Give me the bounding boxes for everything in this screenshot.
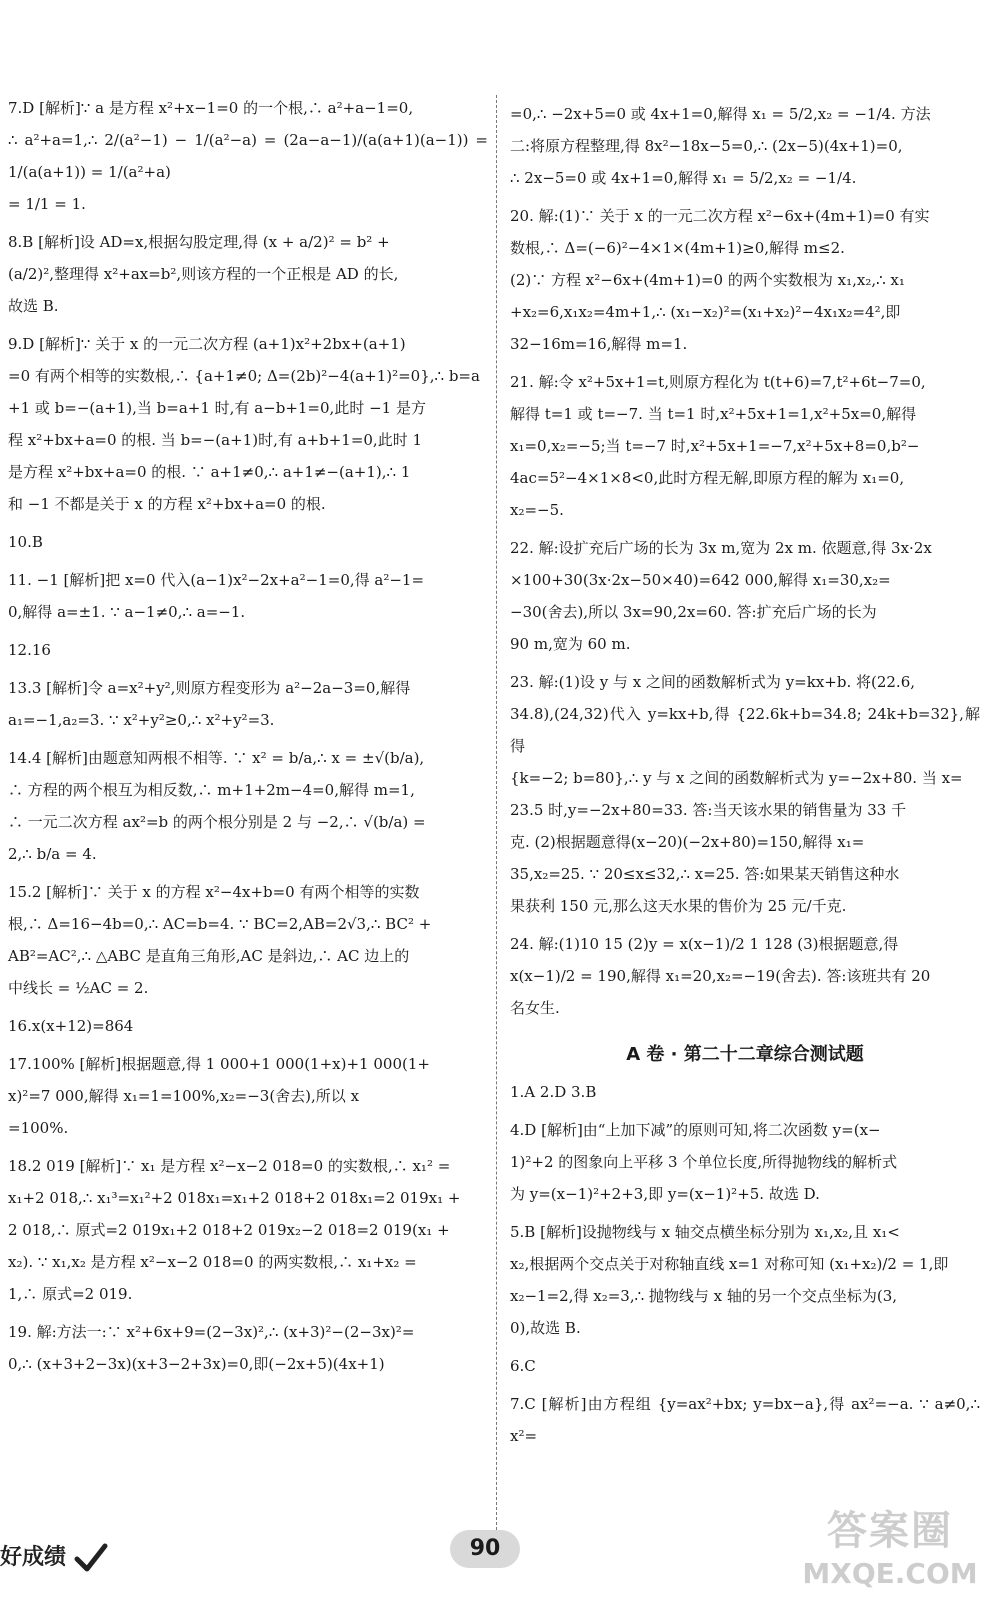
left-column <box>8 92 488 1386</box>
answer-item <box>8 672 488 736</box>
answer-item <box>8 876 488 1004</box>
answer-line: 13.3 [解析]令 a=x²+y²,则原方程变形为 a²−2a−3=0,解得 <box>8 679 411 697</box>
answer-line: x)²=7 000,解得 x₁=1=100%,x₂=−3(舍去),所以 x <box>8 1087 360 1105</box>
answer-line: 21. 解:令 x²+5x+1=t,则原方程化为 t(t+6)=7,t²+6t−7=0, <box>510 373 926 391</box>
answer-item <box>510 1216 980 1344</box>
answer-item <box>510 666 980 922</box>
answer-item <box>8 1048 488 1144</box>
answer-line: (a/2)²,整理得 x²+ax=b²,则该方程的一个正根是 AD 的长, <box>8 265 399 283</box>
page-number-text: 90 <box>469 1536 501 1561</box>
answer-line: 克. (2)根据题意得(x−20)(−2x+80)=150,解得 x₁= <box>510 833 865 851</box>
answer-line: =100%. <box>8 1119 69 1137</box>
answer-line: 为 y=(x−1)²+2+3,即 y=(x−1)²+5. 故选 D. <box>510 1185 820 1203</box>
answer-line: 14.4 [解析]由题意知两根不相等. ∵ x² = b/a,∴ x = ±√(b/a), <box>8 749 425 767</box>
answer-line: a₁=−1,a₂=3. ∵ x²+y²≥0,∴ x²+y²=3. <box>8 711 275 729</box>
answer-line: +1 或 b=−(a+1),当 b=a+1 时,有 a−b+1=0,此时 −1 是方 <box>8 399 426 417</box>
answer-line: 24. 解:(1)10 15 (2)y = x(x−1)/2 1 128 (3)根据题意,得 <box>510 935 899 953</box>
answer-line: 34.8),(24,32)代入 y=kx+b,得 {22.6k+b=34.8; 24k+b=32},解得 <box>510 705 980 755</box>
answer-line: x₂,根据两个交点关于对称轴直线 x=1 对称可知 (x₁+x₂)/2 = 1,即 <box>510 1255 949 1273</box>
answer-line: 7.D [解析]∵ a 是方程 x²+x−1=0 的一个根,∴ a²+a−1=0, <box>8 99 414 117</box>
answer-item <box>8 564 488 628</box>
answer-line: ∴ a²+a=1,∴ 2/(a²−1) − 1/(a²−a) = (2a−a−1)/(a(a+1)(a−1)) = 1/(a(a+1)) = 1/(a²+a) <box>8 131 488 181</box>
answer-item <box>8 1316 488 1380</box>
answer-item <box>510 532 980 660</box>
answer-line: 程 x²+bx+a=0 的根. 当 b=−(a+1)时,有 a+b+1=0,此时 1 <box>8 431 423 449</box>
answer-line: 数根,∴ Δ=(−6)²−4×1×(4m+1)≥0,解得 m≤2. <box>510 239 845 257</box>
answer-item <box>8 1150 488 1310</box>
answer-line: (2)∵ 方程 x²−6x+(4m+1)=0 的两个实数根为 x₁,x₂,∴ x₁ <box>510 271 905 289</box>
answer-item <box>510 1114 980 1210</box>
answer-line: 0),故选 B. <box>510 1319 581 1337</box>
answer-line: 名女生. <box>510 999 560 1017</box>
answer-line: 故选 B. <box>8 297 59 315</box>
answer-line: 1,∴ 原式=2 019. <box>8 1285 133 1303</box>
answer-line: 23.5 时,y=−2x+80=33. 答:当天该水果的销售量为 33 千 <box>510 801 907 819</box>
answer-line: 0,解得 a=±1. ∵ a−1≠0,∴ a=−1. <box>8 603 246 621</box>
answer-line: x₁=0,x₂=−5;当 t=−7 时,x²+5x+1=−7,x²+5x+8=0,b²− <box>510 437 920 455</box>
answer-line: 根,∴ Δ=16−4b=0,∴ AC=b=4. ∵ BC=2,AB=2√3,∴ BC² + <box>8 915 432 933</box>
answer-line: 5.B [解析]设抛物线与 x 轴交点横坐标分别为 x₁,x₂,且 x₁< <box>510 1223 900 1241</box>
answer-line: −30(舍去),所以 3x=90,2x=60. 答:扩充后广场的长为 <box>510 603 877 621</box>
answer-line: x(x−1)/2 = 190,解得 x₁=20,x₂=−19(舍去). 答:该班共有 20 <box>510 967 931 985</box>
answer-line: x₂). ∵ x₁,x₂ 是方程 x²−x−2 018=0 的两实数根,∴ x₁+x₂ = <box>8 1253 417 1271</box>
answer-line: x₁+2 018,∴ x₁³=x₁²+2 018x₁=x₁+2 018+2 018x₁=2 019x₁ + <box>8 1189 461 1207</box>
section-answers <box>510 1076 980 1458</box>
answer-item <box>8 328 488 520</box>
answer-line: 7.C [解析]由方程组 {y=ax²+bx; y=bx−a},得 ax²=−a. ∵ a≠0,∴ x²= <box>510 1395 980 1445</box>
answer-line: +x₂=6,x₁x₂=4m+1,∴ (x₁−x₂)²=(x₁+x₂)²−4x₁x₂=4²,即 <box>510 303 901 321</box>
answer-line: 15.2 [解析]∵ 关于 x 的方程 x²−4x+b=0 有两个相等的实数 <box>8 883 420 901</box>
answer-line: 和 −1 不都是关于 x 的方程 x²+bx+a=0 的根. <box>8 495 326 513</box>
answer-item <box>510 1076 980 1108</box>
answer-line: =0,∴ −2x+5=0 或 4x+1=0,解得 x₁ = 5/2,x₂ = −1/4. 方法 <box>510 105 931 123</box>
answer-line: 2,∴ b/a = 4. <box>8 845 97 863</box>
answer-item <box>510 366 980 526</box>
answer-line: 35,x₂=25. ∵ 20≤x≤32,∴ x=25. 答:如果某天销售这种水 <box>510 865 900 883</box>
answer-line: ∴ 一元二次方程 ax²=b 的两个根分别是 2 与 −2,∴ √(b/a) = <box>8 813 426 831</box>
answer-line: 19. 解:方法一:∵ x²+6x+9=(2−3x)²,∴ (x+3)²−(2−3x)²= <box>8 1323 415 1341</box>
brand-logo-text: 好成绩 <box>0 1545 67 1570</box>
answer-item <box>8 742 488 870</box>
answer-line: 9.D [解析]∵ 关于 x 的一元二次方程 (a+1)x²+2bx+(a+1) <box>8 335 406 353</box>
answer-item <box>510 928 980 1024</box>
answer-item <box>8 526 488 558</box>
brand-logo <box>0 1540 108 1573</box>
answer-line: 解得 t=1 或 t=−7. 当 t=1 时,x²+5x+1=1,x²+5x=0,解得 <box>510 405 917 423</box>
answer-line: 2 018,∴ 原式=2 019x₁+2 018+2 019x₂−2 018=2 019(x₁ + <box>8 1221 450 1239</box>
answer-line: 1)²+2 的图象向上平移 3 个单位长度,所得抛物线的解析式 <box>510 1153 898 1171</box>
answer-line: 0,∴ (x+3+2−3x)(x+3−2+3x)=0,即(−2x+5)(4x+1) <box>8 1355 385 1373</box>
answer-line: 11. −1 [解析]把 x=0 代入(a−1)x²−2x+a²−1=0,得 a²−1= <box>8 571 425 589</box>
answer-line: 20. 解:(1)∵ 关于 x 的一元二次方程 x²−6x+(4m+1)=0 有实 <box>510 207 930 225</box>
answer-line: 18.2 019 [解析]∵ x₁ 是方程 x²−x−2 018=0 的实数根,∴ x₁² = <box>8 1157 451 1175</box>
section-title: A 卷 · 第二十二章综合测试题 <box>626 1044 864 1065</box>
answer-line: 90 m,宽为 60 m. <box>510 635 631 653</box>
watermark <box>800 1505 980 1595</box>
answer-line: ×100+30(3x·2x−50×40)=642 000,解得 x₁=30,x₂= <box>510 571 891 589</box>
answer-line: 1.A 2.D 3.B <box>510 1083 597 1101</box>
answer-line: 8.B [解析]设 AD=x,根据勾股定理,得 (x + a/2)² = b² + <box>8 233 390 251</box>
right-answers <box>510 98 980 1030</box>
answer-item <box>8 226 488 322</box>
answer-line: AB²=AC²,∴ △ABC 是直角三角形,AC 是斜边,∴ AC 边上的 <box>8 947 410 965</box>
answer-line: {k=−2; b=80},∴ y 与 x 之间的函数解析式为 y=−2x+80. 当 x= <box>510 769 963 787</box>
answer-line: 16.x(x+12)=864 <box>8 1017 134 1035</box>
answer-line: 果获利 150 元,那么这天水果的售价为 25 元/千克. <box>510 897 847 915</box>
right-column <box>510 98 980 1458</box>
answer-line: 12.16 <box>8 641 51 659</box>
answer-line: 中线长 = ½AC = 2. <box>8 979 149 997</box>
answer-line: 22. 解:设扩充后广场的长为 3x m,宽为 2x m. 依题意,得 3x·2x <box>510 539 932 557</box>
watermark-top-text: 答案圈 <box>827 1508 953 1554</box>
answer-line: 6.C <box>510 1357 536 1375</box>
answer-line: = 1/1 = 1. <box>8 195 86 213</box>
answer-line: 23. 解:(1)设 y 与 x 之间的函数解析式为 y=kx+b. 将(22.6, <box>510 673 916 691</box>
answer-item <box>510 1350 980 1382</box>
page-number <box>450 1530 520 1568</box>
answer-line: 10.B <box>8 533 43 551</box>
watermark-bottom-text: MXQE.COM <box>802 1557 978 1590</box>
answer-line: =0 有两个相等的实数根,∴ {a+1≠0; Δ=(2b)²−4(a+1)²=0},∴ b=a <box>8 367 480 385</box>
answer-line: 二:将原方程整理,得 8x²−18x−5=0,∴ (2x−5)(4x+1)=0, <box>510 137 903 155</box>
answer-item <box>8 634 488 666</box>
checkmark-icon <box>74 1543 108 1573</box>
answer-line: ∴ 2x−5=0 或 4x+1=0,解得 x₁ = 5/2,x₂ = −1/4. <box>510 169 857 187</box>
answer-line: 17.100% [解析]根据题意,得 1 000+1 000(1+x)+1 000(1+ <box>8 1055 430 1073</box>
answer-line: x₂−1=2,得 x₂=3,∴ 抛物线与 x 轴的另一个交点坐标为(3, <box>510 1287 898 1305</box>
answer-item <box>8 92 488 220</box>
answer-line: 是方程 x²+bx+a=0 的根. ∵ a+1≠0,∴ a+1≠−(a+1),∴ 1 <box>8 463 411 481</box>
answer-item <box>510 1388 980 1452</box>
answer-item <box>510 200 980 360</box>
answer-line: 4.D [解析]由“上加下减”的原则可知,将二次函数 y=(x− <box>510 1121 881 1139</box>
answer-line: x₂=−5. <box>510 501 564 519</box>
answer-line: 32−16m=16,解得 m=1. <box>510 335 688 353</box>
column-divider <box>496 95 497 1535</box>
answer-item <box>8 1010 488 1042</box>
answer-line: 4ac=5²−4×1×8<0,此时方程无解,即原方程的解为 x₁=0, <box>510 469 905 487</box>
answer-item <box>510 98 980 194</box>
answer-line: ∴ 方程的两个根互为相反数,∴ m+1+2m−4=0,解得 m=1, <box>8 781 415 799</box>
